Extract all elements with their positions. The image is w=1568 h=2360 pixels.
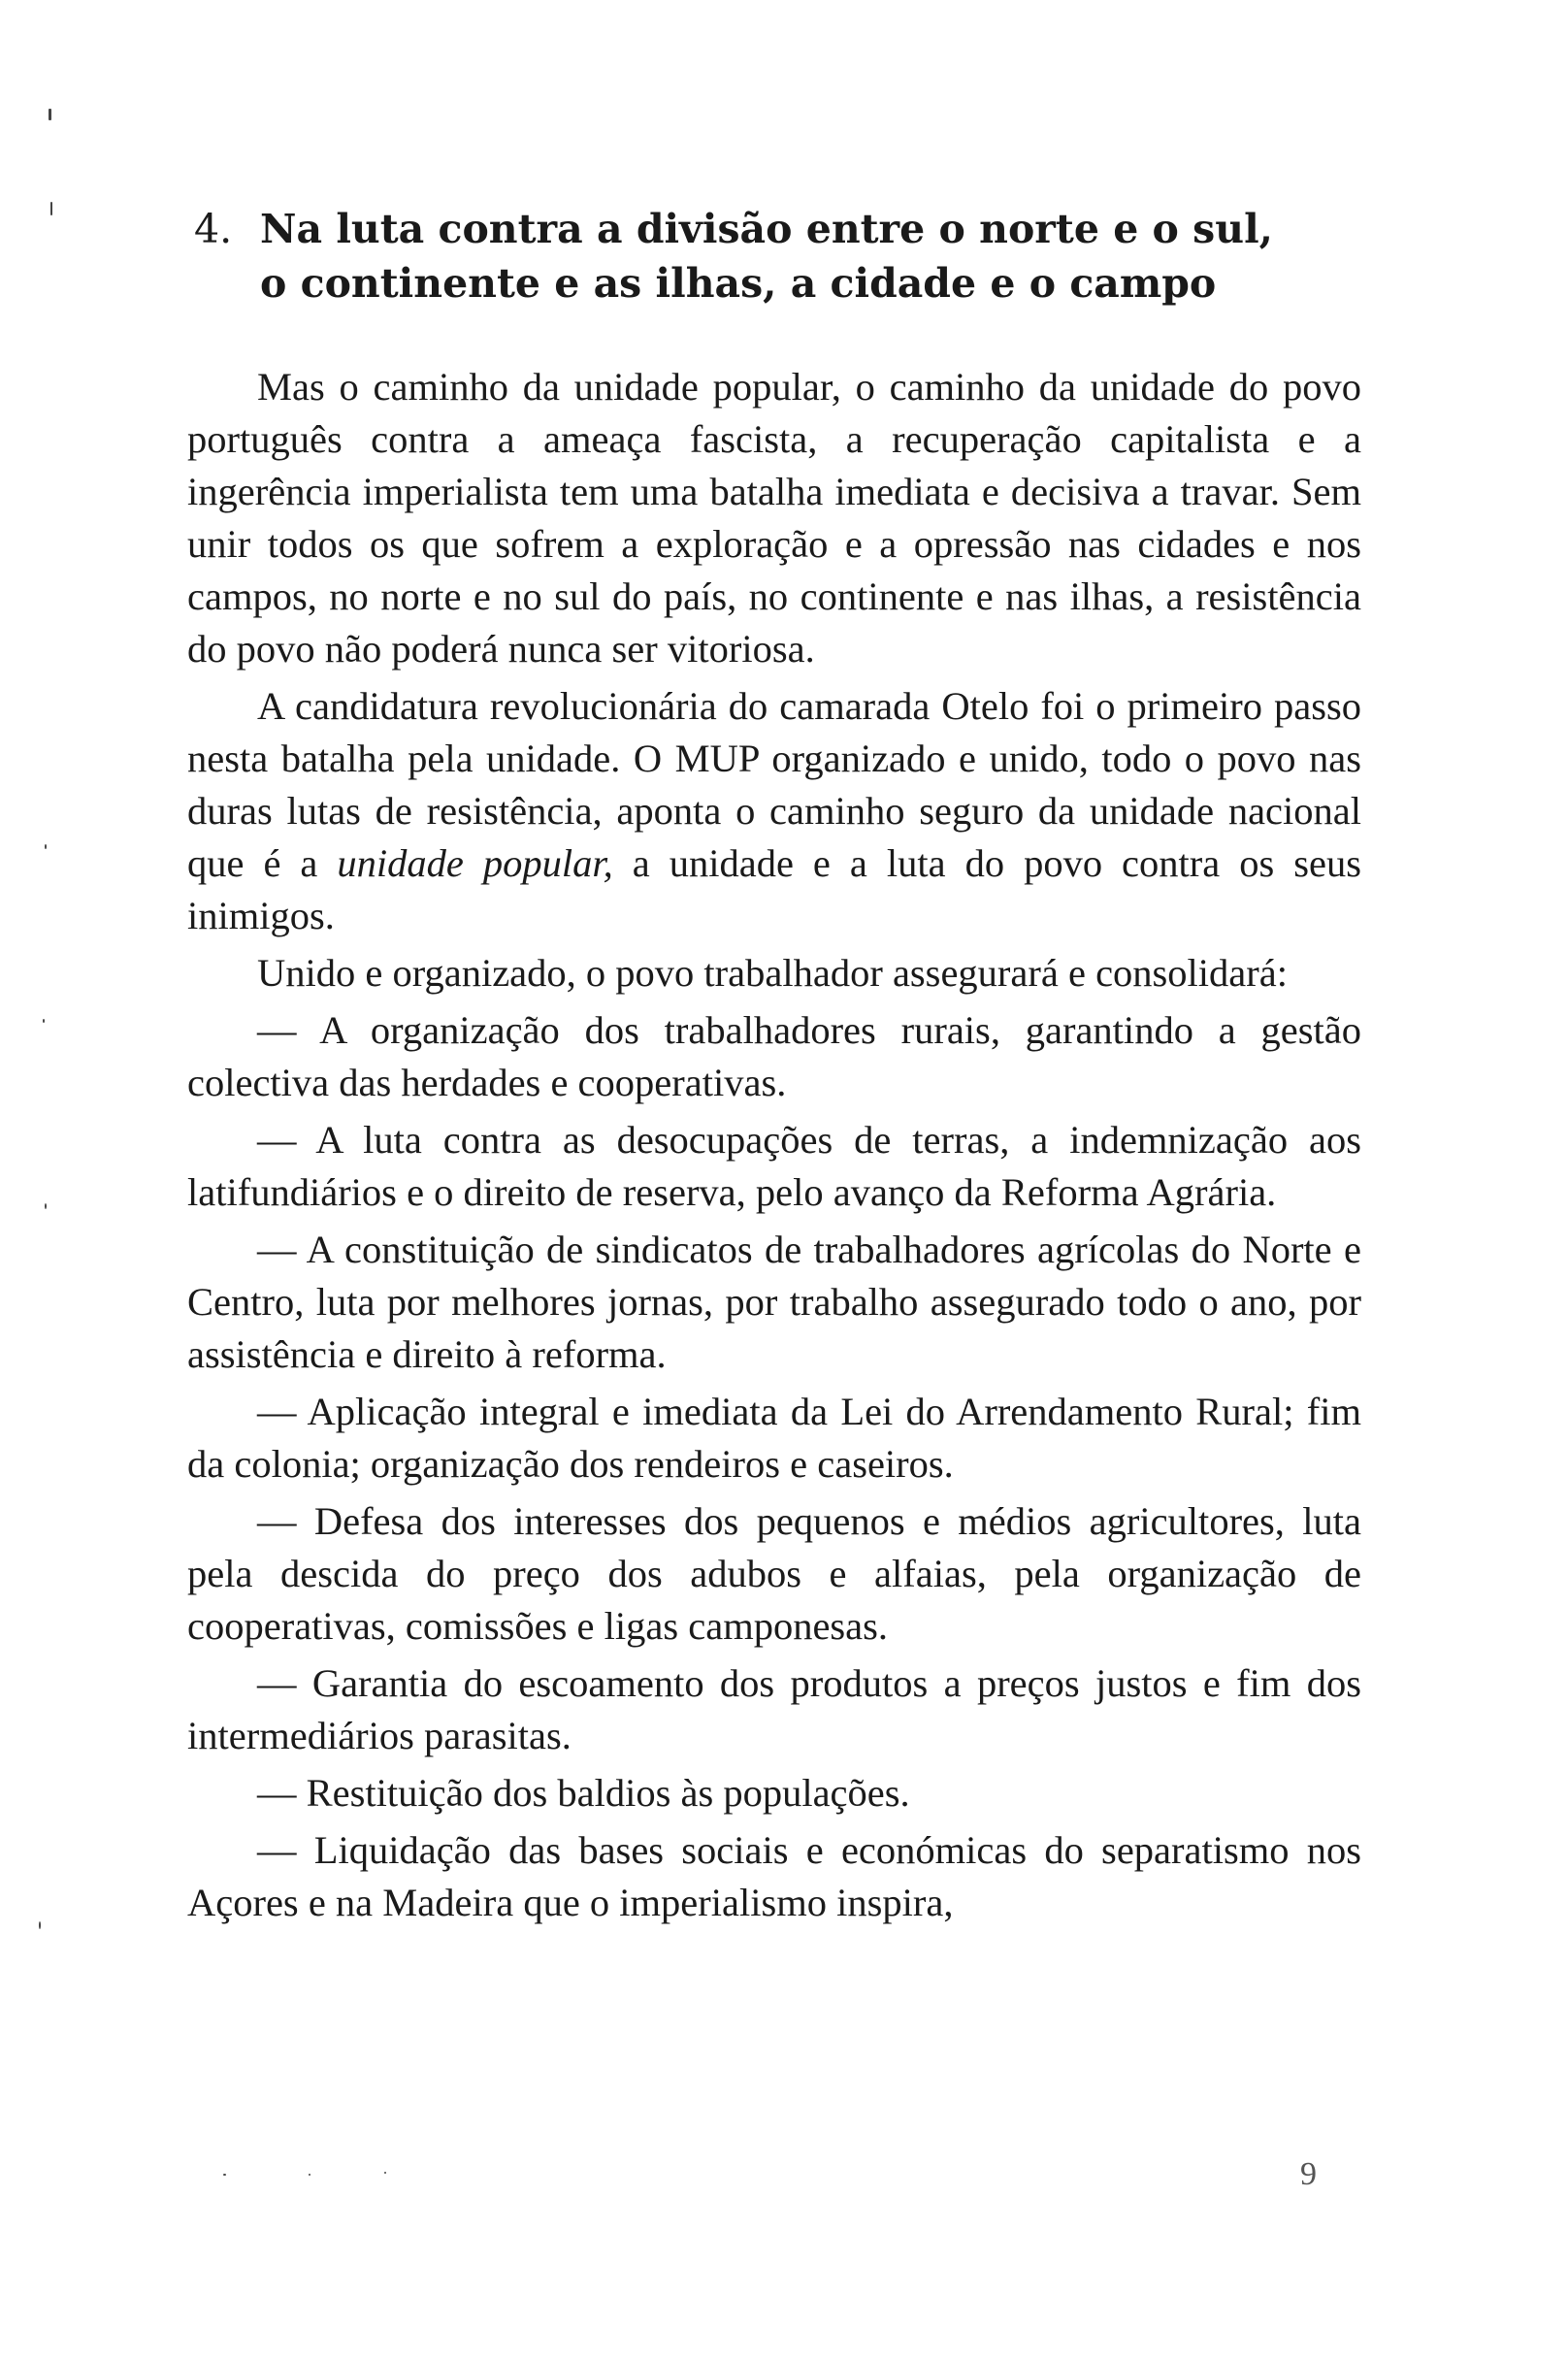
paragraph-text: a unidade e a luta do povo contra os seus inimigos. bbox=[187, 841, 1361, 937]
section-title-line-1: Na luta contra a divisão entre o norte e o sul, bbox=[260, 206, 1273, 252]
scan-speck bbox=[45, 844, 47, 849]
body-text bbox=[187, 361, 1361, 1929]
scan-speck bbox=[384, 2172, 386, 2174]
section-number: 4. bbox=[194, 206, 233, 252]
scan-speck bbox=[43, 1019, 45, 1023]
section-title-line-2: o continente e as ilhas, a cidade e o campo bbox=[260, 260, 1217, 307]
list-item: — A luta contra as desocupações de terras, a indemnização aos latifundiários e o direito de reserva, pelo avanço da Reforma Agrária. bbox=[187, 1118, 1361, 1214]
list-item: — Garantia do escoamento dos produtos a preços justos e fim dos intermediários parasitas. bbox=[187, 1661, 1361, 1757]
list-item: — A constituição de sindicatos de trabalhadores agrícolas do Norte e Centro, luta por melhores jornas, por trabalho assegurado todo o ano, por assistência e direito à reforma. bbox=[187, 1228, 1361, 1376]
page-number: 9 bbox=[1300, 2156, 1317, 2192]
list-item: — Liquidação das bases sociais e económicas do separatismo nos Açores e na Madeira que o imperialismo inspira, bbox=[187, 1828, 1361, 1924]
list-item: — Restituição dos baldios às populações. bbox=[257, 1771, 910, 1815]
paragraph: Unido e organizado, o povo trabalhador assegurará e consolidará: bbox=[257, 951, 1288, 995]
scan-speck bbox=[309, 2174, 310, 2176]
paragraph: Mas o caminho da unidade popular, o caminho da unidade do povo português contra a ameaça fascista, a recuperação capitalista e a ingerência imperialista tem uma batalha imediata e decisiva a travar. Sem unir todos os que sofrem a exploração e a opressão nas cidades e nos campos, no norte e no sul do país, no continente e nas ilhas, a resistência do povo não poderá nunca ser vitoriosa. bbox=[187, 365, 1361, 671]
emphasis-text: unidade popular, bbox=[337, 841, 613, 885]
list-item: — A organização dos trabalhadores rurais, garantindo a gestão colectiva das herdades e cooperativas. bbox=[187, 1008, 1361, 1104]
scan-speck bbox=[223, 2174, 226, 2176]
paragraph bbox=[187, 680, 1361, 942]
list-item: — Defesa dos interesses dos pequenos e médios agricultores, luta pela descida do preço dos adubos e alfaias, pela organização de cooperativas, comissões e ligas camponesas. bbox=[187, 1499, 1361, 1648]
section-heading bbox=[194, 202, 1378, 311]
paragraph-text: A candidatura revolucionária do camarada Otelo foi o primeiro passo nesta batalha pela unidade. O MUP organizado e unido, todo o povo nas duras lutas de resistência, aponta o caminho seguro da unidade nacional que é a bbox=[187, 684, 1361, 885]
scan-speck bbox=[45, 1203, 47, 1209]
scan-speck bbox=[49, 109, 51, 120]
scan-speck bbox=[50, 202, 52, 215]
list-item: — Aplicação integral e imediata da Lei do Arrendamento Rural; fim da colonia; organização dos rendeiros e caseiros. bbox=[187, 1390, 1361, 1486]
scan-speck bbox=[39, 1921, 41, 1929]
